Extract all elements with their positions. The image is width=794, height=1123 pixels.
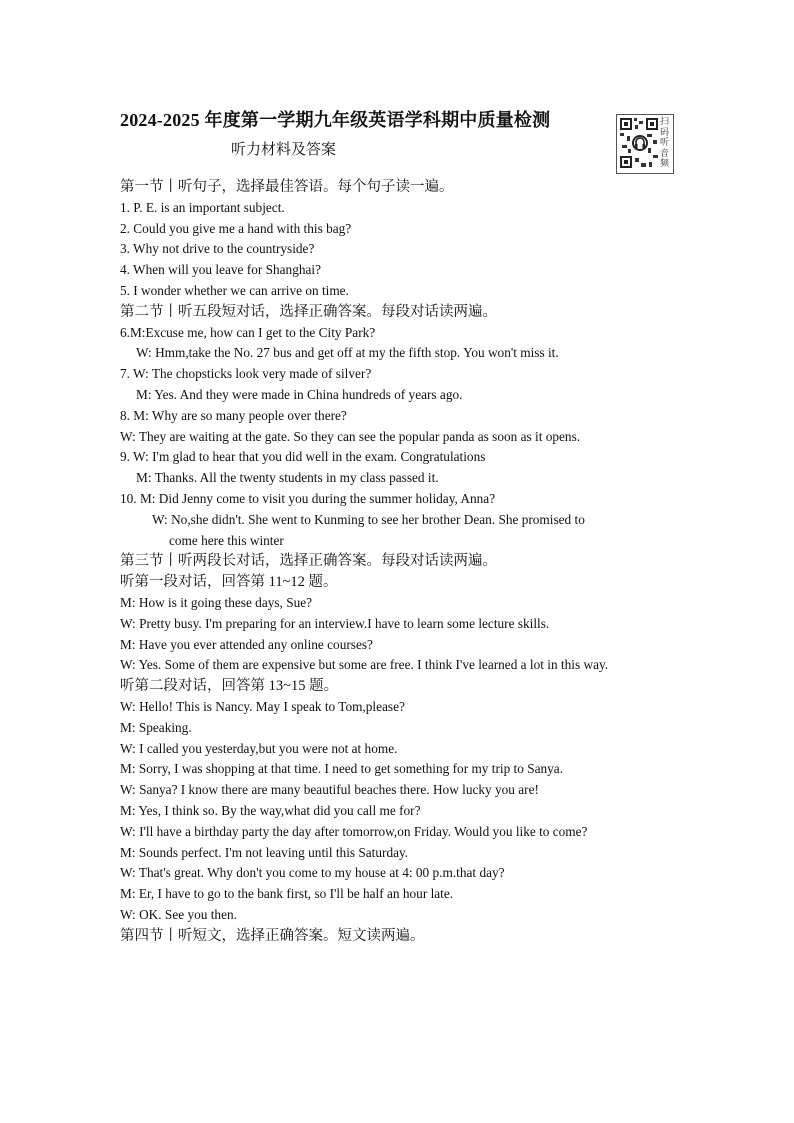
document-title: 2024-2025 年度第一学期九年级英语学科期中质量检测 (120, 110, 551, 130)
script-line: 10. M: Did Jenny come to visit you during the summer holiday, Anna? (120, 490, 496, 506)
section-heading: 第四节丨听短文，选择正确答案。短文读两遍。 (120, 927, 425, 944)
script-line: M: Have you ever attended any online courses? (120, 636, 373, 652)
script-line: W: Yes. Some of them are expensive but some are free. I think I've learned a lot in this way. (120, 657, 609, 673)
script-line: 2. Could you give me a hand with this bag? (120, 220, 352, 236)
script-line: W: They are waiting at the gate. So they can see the popular panda as soon as it opens. (120, 428, 581, 444)
document-subtitle: 听力材料及答案 (231, 142, 337, 158)
script-line: W: I called you yesterday,but you were not at home. (120, 740, 398, 756)
script-line: W: Sanya? I know there are many beautiful beaches there. How lucky you are! (120, 782, 539, 798)
script-line: 7. W: The chopsticks look very made of silver? (120, 366, 372, 382)
script-line: M: Thanks. All the twenty students in my class passed it. (136, 470, 439, 486)
script-line: M: Sounds perfect. I'm not leaving until this Saturday. (120, 844, 409, 860)
script-line: 1. P. E. is an important subject. (120, 199, 285, 215)
section-heading: 第二节丨听五段短对话，选择正确答案。每段对话读两遍。 (120, 303, 497, 320)
script-line: M: Speaking. (120, 719, 192, 735)
qr-code-icon (620, 118, 660, 168)
qr-code-label: 扫码听音频 (660, 116, 670, 168)
script-line: 6.M:Excuse me, how can I get to the City Park? (120, 324, 376, 340)
script-line: W: OK. See you then. (120, 906, 237, 922)
subsection-heading: 听第一段对话，回答第 11~12 题。 (120, 574, 338, 591)
script-line: M: Er, I have to go to the bank first, so I'll be half an hour late. (120, 886, 454, 902)
script-line: 9. W: I'm glad to hear that you did well in the exam. Congratulations (120, 449, 486, 465)
script-line: M: Yes. And they were made in China hundreds of years ago. (136, 386, 463, 402)
script-line: 8. M: Why are so many people over there? (120, 407, 347, 423)
script-line: W: I'll have a birthday party the day after tomorrow,on Friday. Would you like to come? (120, 823, 588, 839)
script-line: W: Hmm,take the No. 27 bus and get off at my the fifth stop. You won't miss it. (136, 345, 559, 361)
script-line: 4. When will you leave for Shanghai? (120, 262, 321, 278)
script-line: 3. Why not drive to the countryside? (120, 241, 315, 257)
listening-script (120, 177, 674, 946)
script-line: W: Pretty busy. I'm preparing for an interview.I have to learn some lecture skills. (120, 615, 550, 631)
script-line: W: No,she didn't. She went to Kunming to see her brother Dean. She promised to (152, 511, 585, 527)
script-line: W: Hello! This is Nancy. May I speak to Tom,please? (120, 698, 405, 714)
section-heading: 第三节丨听两段长对话，选择正确答案。每段对话读两遍。 (120, 553, 497, 570)
script-line: M: How is it going these days, Sue? (120, 594, 313, 610)
script-line: W: That's great. Why don't you come to my house at 4: 00 p.m.that day? (120, 865, 505, 881)
script-line: M: Yes, I think so. By the way,what did you call me for? (120, 802, 421, 818)
section-heading: 第一节丨听句子，选择最佳答语。每个句子读一遍。 (120, 179, 454, 195)
script-line: 5. I wonder whether we can arrive on time. (120, 282, 349, 298)
subsection-heading: 听第二段对话，回答第 13~15 题。 (120, 678, 339, 695)
script-line: come here this winter (169, 532, 284, 548)
script-line: M: Sorry, I was shopping at that time. I need to get something for my trip to Sanya. (120, 761, 564, 777)
